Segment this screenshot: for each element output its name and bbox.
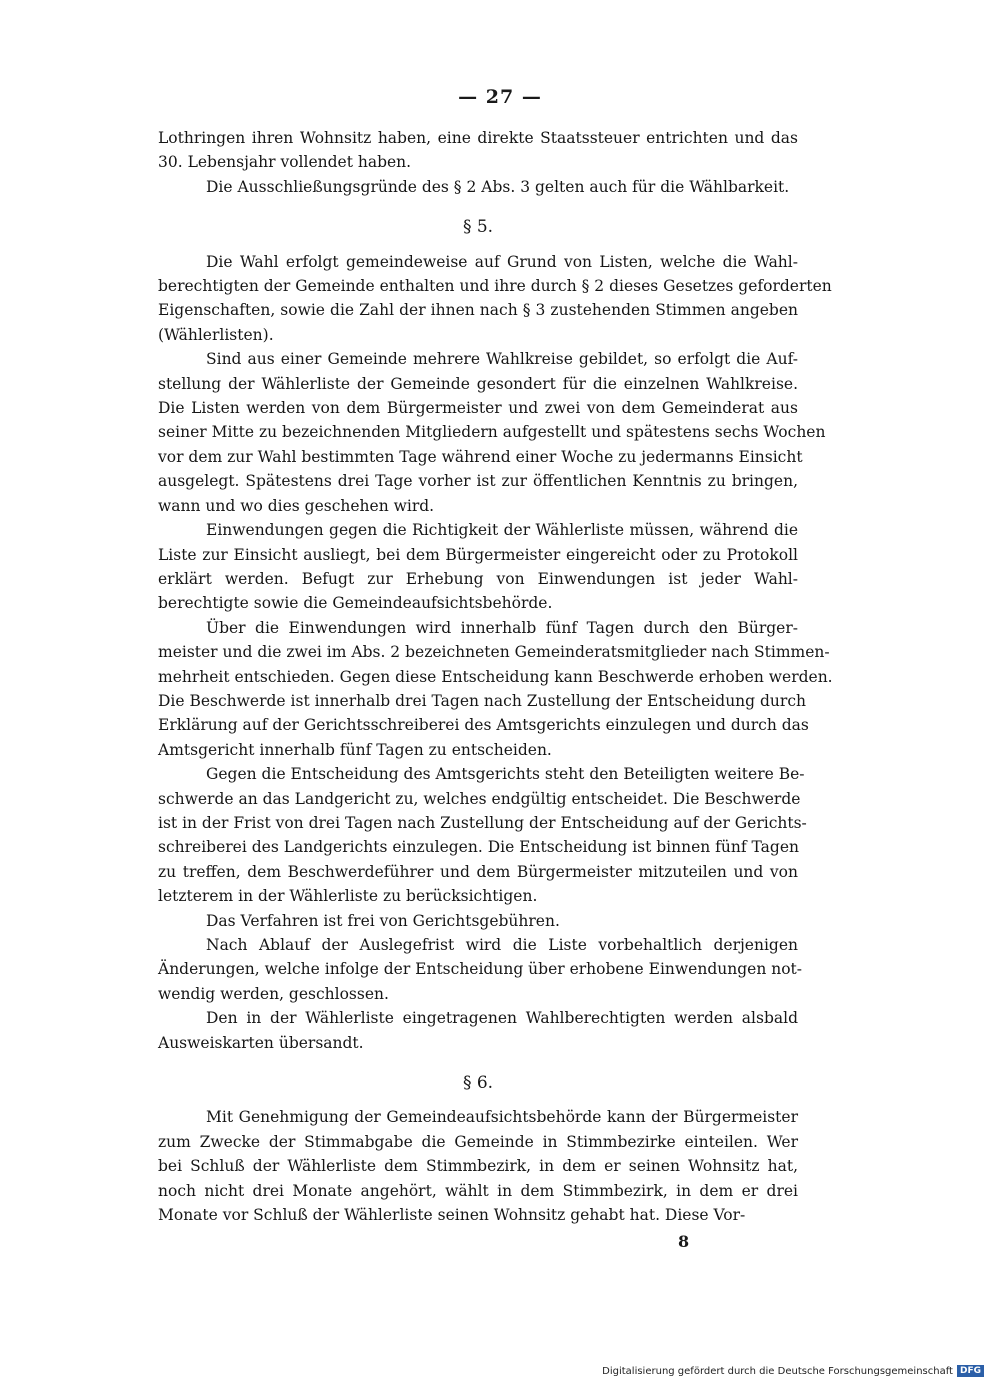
paragraph [158,347,826,518]
text-line: ausgelegt. Spätestens drei Tage vorher ist zur öffentlichen Kenntnis zu bringen, [158,472,798,491]
text-line: Erklärung auf der Gerichtsschreiberei des Amtsgerichts einzulegen und durch das [158,716,809,735]
text-line: letzterem in der Wählerliste zu berücksichtigen. [158,887,538,906]
paragraph [158,250,832,348]
text-line: Den in der Wählerliste eingetragenen Wahlberechtigten werden alsbald [206,1009,798,1028]
paragraph [158,175,798,199]
text-line: Die Beschwerde ist innerhalb drei Tagen nach Zustellung der Entscheidung durch [158,691,806,710]
digitization-credit [602,1365,984,1377]
text-line: zu treffen, dem Beschwerdeführer und dem Bürgermeister mitzuteilen und von [158,862,798,881]
text-line: Ausweiskarten übersandt. [158,1033,364,1052]
paragraph [158,1006,798,1055]
text-line: Änderungen, welche infolge der Entscheidung über erhobene Einwendungen not- [158,960,803,979]
text-line: berechtigten der Gemeinde enthalten und ihre durch § 2 dieses Gesetzes geforderten [158,277,832,296]
text-line: Liste zur Einsicht ausliegt, bei dem Bürgermeister eingereicht oder zu Protokoll [158,545,798,564]
text-line: Einwendungen gegen die Richtigkeit der Wählerliste müssen, während die [206,521,798,540]
text-line: Die Listen werden von dem Bürgermeister und zwei von dem Gemeinderat aus [158,399,798,418]
text-line: meister und die zwei im Abs. 2 bezeichneten Gemeinderatsmitglieder nach Stimmen- [158,643,830,662]
text-line: mehrheit entschieden. Gegen diese Entscheidung kann Beschwerde erhoben werden. [158,667,833,686]
dfg-logo: DFG [957,1365,984,1377]
text-line: Über die Einwendungen wird innerhalb fünf Tagen durch den Bürger- [206,618,798,637]
text-line: Eigenschaften, sowie die Zahl der ihnen nach § 3 zustehenden Stimmen angeben [158,301,798,320]
paragraph [158,933,803,1006]
text-line: stellung der Wählerliste der Gemeinde gesondert für die einzelnen Wahlkreise. [158,374,798,393]
text-line: schwerde an das Landgericht zu, welches endgültig entscheidet. Die Beschwerde [158,789,801,808]
text-line: Mit Genehmigung der Gemeindeaufsichtsbehörde kann der Bürgermeister [206,1108,798,1127]
text-line: § 6. [462,1073,494,1094]
text-line: ist in der Frist von drei Tagen nach Zustellung der Entscheidung auf der Gerichts- [158,813,807,832]
text-line: Das Verfahren ist frei von Gerichtsgebühren. [206,911,560,930]
text-line: § 5. [462,217,494,238]
text-line: noch nicht drei Monate angehört, wählt in dem Stimmbezirk, in dem er drei [158,1181,798,1200]
paragraph [158,909,798,933]
text-line: Sind aus einer Gemeinde mehrere Wahlkreise gebildet, so erfolgt die Auf- [206,350,798,369]
text-line: wann und wo dies geschehen wird. [158,496,435,515]
text-line: seiner Mitte zu bezeichnenden Mitgliedern aufgestellt und spätestens sechs Wochen [158,423,826,442]
text-line: wendig werden, geschlossen. [158,984,389,1003]
text-line: Die Ausschließungsgründe des § 2 Abs. 3 gelten auch für die Wählbarkeit. [206,177,790,196]
text-line: Monate vor Schluß der Wählerliste seinen Wohnsitz gehabt hat. Diese Vor- [158,1206,746,1225]
signature-mark: 8 [678,1232,690,1251]
paragraph [158,1105,798,1227]
text-line: zum Zwecke der Stimmabgabe die Gemeinde in Stimmbezirke einteilen. Wer [158,1132,798,1151]
text-line: berechtigte sowie die Gemeindeaufsichtsbehörde. [158,594,553,613]
paragraph [158,518,798,616]
text-line: (Wählerlisten). [158,325,274,344]
page-number: — 27 — [458,86,542,108]
section-heading [158,1071,798,1095]
paragraph [158,616,833,762]
text-line: Nach Ablauf der Auslegefrist wird die Liste vorbehaltlich derjenigen [206,936,798,954]
text-line: Gegen die Entscheidung des Amtsgerichts steht den Beteiligten weitere Be- [206,765,805,784]
credit-text: Digitalisierung gefördert durch die Deutsche Forschungsgemeinschaft [602,1365,953,1377]
paragraph [158,762,807,908]
text-line: schreiberei des Landgerichts einzulegen. Die Entscheidung ist binnen fünf Tagen [158,838,800,857]
text-line: erklärt werden. Befugt zur Erhebung von Einwendungen ist jeder Wahl- [158,569,798,588]
text-line: Amtsgericht innerhalb fünf Tagen zu entscheiden. [158,740,552,759]
text-line: bei Schluß der Wählerliste dem Stimmbezirk, in dem er seinen Wohnsitz hat, [158,1157,798,1176]
document-body [158,126,833,1227]
text-line: 30. Lebensjahr vollendet haben. [158,153,412,172]
text-line: vor dem zur Wahl bestimmten Tage während einer Woche zu jedermanns Einsicht [158,447,803,466]
paragraph [158,126,798,175]
section-heading [158,215,798,239]
text-line: Lothringen ihren Wohnsitz haben, eine direkte Staatssteuer entrichten und das [158,129,798,147]
text-line: Die Wahl erfolgt gemeindeweise auf Grund von Listen, welche die Wahl- [206,252,798,271]
